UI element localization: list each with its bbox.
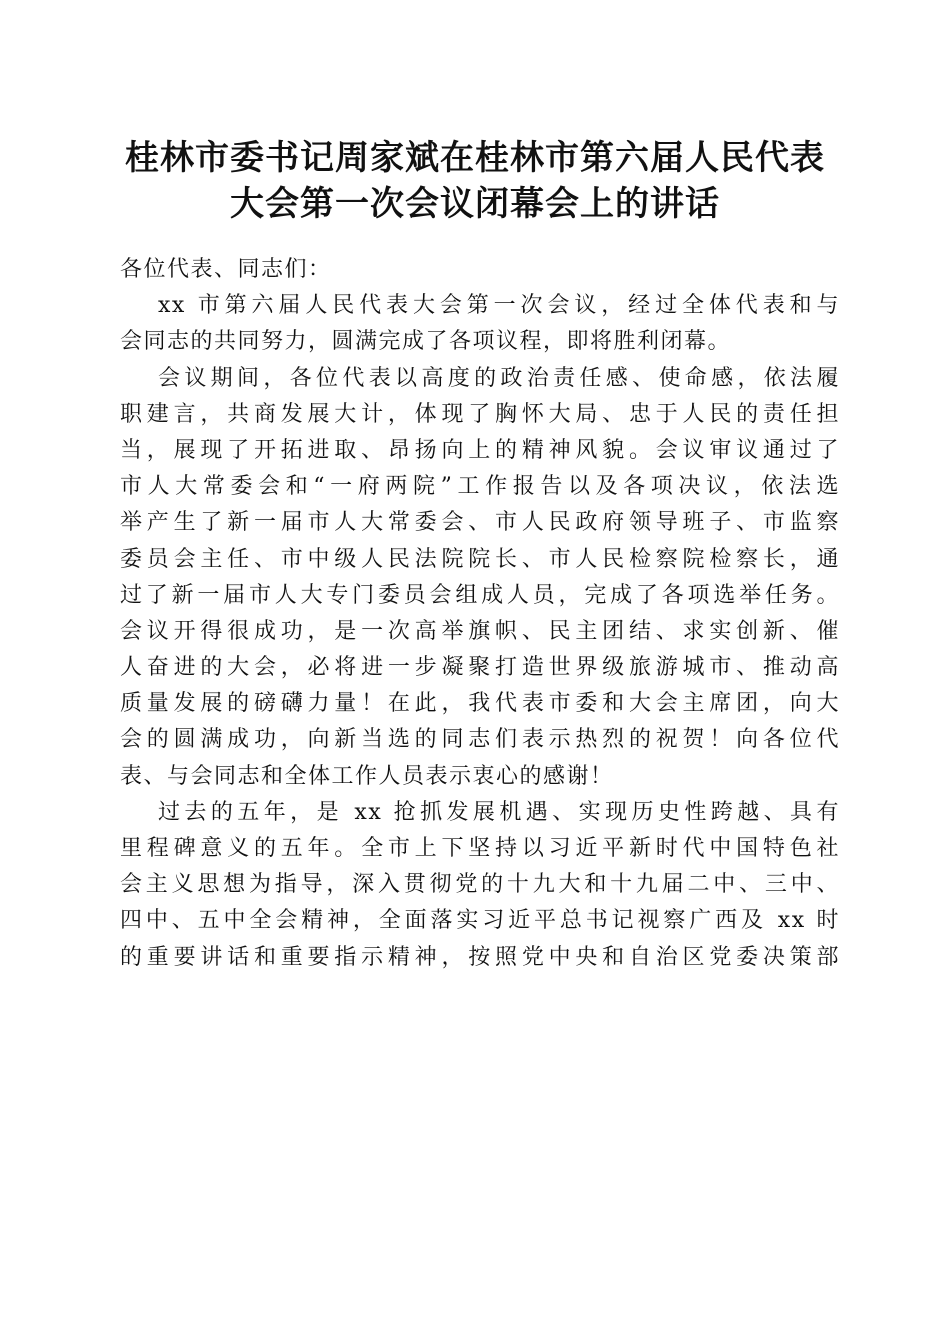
paragraph-2-line-11: 会的圆满成功，向新当选的同志们表示热烈的祝贺！向各位代 bbox=[120, 727, 840, 753]
paragraph-2-line-5: 举产生了新一届市人大常委会、市人民政府领导班子、市监察 bbox=[120, 510, 840, 536]
paragraph-2-line-4: 市人大常委会和“一府两院”工作报告以及各项决议，依法选 bbox=[120, 474, 840, 500]
paragraph-1-line-2: 会同志的共同努力，圆满完成了各项议程，即将胜利闭幕。 bbox=[120, 329, 732, 355]
title-line-1: 桂林市委书记周家斌在桂林市第六届人民代表 bbox=[125, 138, 825, 178]
paragraph-2-line-6: 委员会主任、市中级人民法院院长、市人民检察院检察长，通 bbox=[120, 546, 840, 572]
paragraph-1-line-1: xx 市第六届人民代表大会第一次会议，经过全体代表和与 bbox=[158, 293, 840, 319]
paragraph-2-line-1: 会议期间，各位代表以高度的政治责任感、使命感，依法履 bbox=[158, 365, 840, 391]
paragraph-2-line-2: 职建言，共商发展大计，体现了胸怀大局、忠于人民的责任担 bbox=[120, 401, 840, 427]
paragraph-2-line-9: 人奋进的大会，必将进一步凝聚打造世界级旅游城市、推动高 bbox=[120, 655, 840, 681]
paragraph-3-line-2: 里程碑意义的五年。全市上下坚持以习近平新时代中国特色社 bbox=[120, 836, 840, 861]
title-line-2: 大会第一次会议闭幕会上的讲话 bbox=[230, 184, 720, 224]
document-title bbox=[95, 135, 855, 227]
paragraph-2-line-8: 会议开得很成功，是一次高举旗帜、民主团结、求实创新、催 bbox=[120, 618, 840, 644]
salutation: 各位代表、同志们： bbox=[120, 257, 332, 282]
paragraph-3-line-1: 过去的五年，是 xx 抢抓发展机遇、实现历史性跨越、具有 bbox=[158, 799, 840, 825]
paragraph-3-line-4: 四中、五中全会精神，全面落实习近平总书记视察广西及 xx 时 bbox=[120, 908, 840, 934]
paragraph-3-line-5: 的重要讲话和重要指示精神，按照党中央和自治区党委决策部 bbox=[120, 944, 840, 970]
paragraph-3-line-3: 会主义思想为指导，深入贯彻党的十九大和十九届二中、三中、 bbox=[120, 872, 840, 898]
document-body bbox=[120, 252, 840, 976]
paragraph-2-line-12: 表、与会同志和全体工作人员表示衷心的感谢！ bbox=[120, 763, 614, 789]
paragraph-2-line-7: 过了新一届市人大专门委员会组成人员，完成了各项选举任务。 bbox=[120, 582, 840, 608]
paragraph-2-line-3: 当，展现了开拓进取、昂扬向上的精神风貌。会议审议通过了 bbox=[120, 437, 840, 463]
paragraph-2-line-10: 质量发展的磅礴力量！在此，我代表市委和大会主席团，向大 bbox=[120, 691, 840, 717]
